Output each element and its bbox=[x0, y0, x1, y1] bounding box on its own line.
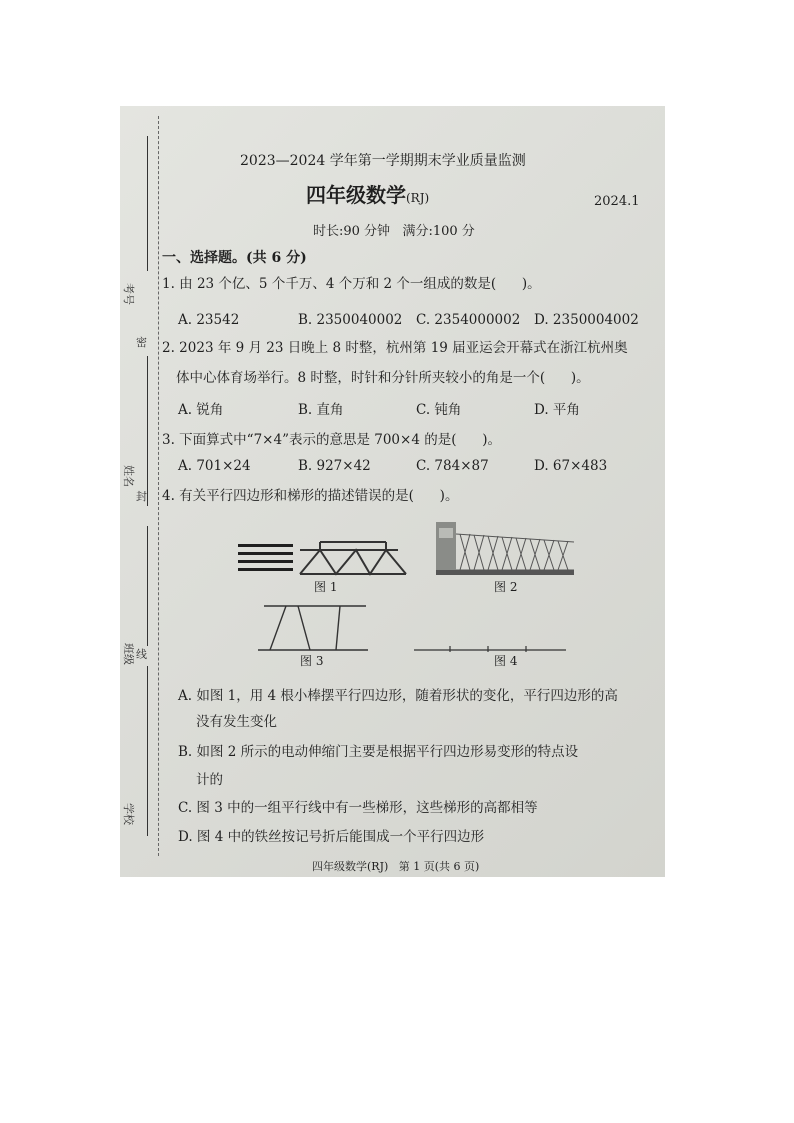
section-heading: 一、选择题。(共 6 分) bbox=[162, 250, 307, 266]
figure-4-illustration bbox=[412, 642, 568, 654]
sticks-icon bbox=[238, 544, 293, 571]
q1-option-c: C. 2354000002 bbox=[416, 312, 521, 328]
gate-lattice-icon bbox=[456, 534, 574, 570]
exam-page-photo bbox=[120, 106, 665, 877]
q2-option-a: A. 锐角 bbox=[178, 402, 224, 418]
cut-line bbox=[158, 116, 159, 856]
truss-icon bbox=[300, 542, 406, 574]
binding-line bbox=[147, 666, 148, 836]
page-footer: 四年级数学(RJ) 第 1 页(共 6 页) bbox=[312, 860, 480, 873]
figure-1-illustration bbox=[238, 530, 408, 580]
q4-option-b-line-2: 计的 bbox=[196, 772, 223, 788]
figure-3-caption: 图 3 bbox=[300, 654, 324, 668]
q4-option-c: C. 图 3 中的一组平行线中有一些梯形，这些梯形的高都相等 bbox=[178, 800, 538, 816]
question-2-line-2: 体中心体育场举行。8 时整，时针和分针所夹较小的角是一个( )。 bbox=[176, 370, 590, 386]
page-title bbox=[306, 179, 429, 208]
q1-option-d: D. 2350004002 bbox=[534, 312, 639, 328]
q3-option-b: B. 927×42 bbox=[298, 458, 371, 474]
q1-option-b: B. 2350040002 bbox=[298, 312, 403, 328]
name-label: 姓名 bbox=[122, 465, 135, 487]
title-suffix: (RJ) bbox=[406, 191, 430, 205]
q2-option-c: C. 钝角 bbox=[416, 402, 462, 418]
binding-line bbox=[147, 356, 148, 506]
q4-option-a-line-1: A. 如图 1，用 4 根小棒摆平行四边形，随着形状的变化，平行四边形的高 bbox=[178, 688, 618, 704]
question-4: 4. 有关平行四边形和梯形的描述错误的是( )。 bbox=[162, 488, 459, 504]
school-label: 学校 bbox=[122, 803, 135, 825]
binding-line bbox=[147, 136, 148, 271]
q4-option-d: D. 图 4 中的铁丝按记号折后能围成一个平行四边形 bbox=[178, 829, 485, 845]
exam-subtitle: 2023—2024 学年第一学期期末学业质量监测 bbox=[240, 153, 526, 169]
q2-option-b: B. 直角 bbox=[298, 402, 344, 418]
figure-2-caption: 图 2 bbox=[494, 580, 518, 594]
q3-option-d: D. 67×483 bbox=[534, 458, 608, 474]
question-3: 3. 下面算式中“7×4”表示的意思是 700×4 的是( )。 bbox=[162, 432, 501, 448]
question-2-line-1: 2. 2023 年 9 月 23 日晚上 8 时整，杭州第 19 届亚运会开幕式在浙江杭州奥 bbox=[162, 340, 628, 356]
q1-option-a: A. 23542 bbox=[178, 312, 240, 328]
figure-2-illustration bbox=[436, 520, 576, 576]
exam-date: 2024.1 bbox=[594, 194, 640, 209]
binding-line bbox=[147, 526, 148, 646]
seal-char-feng: 封 bbox=[136, 490, 147, 503]
q4-option-b-line-1: B. 如图 2 所示的电动伸缩门主要是根据平行四边形易变形的特点设 bbox=[178, 744, 579, 760]
exam-number-label: 考号 bbox=[122, 283, 135, 305]
time-info: 时长:90 分钟 满分:100 分 bbox=[313, 224, 475, 239]
seal-char-xian: 线 bbox=[136, 648, 147, 661]
q3-option-a: A. 701×24 bbox=[178, 458, 251, 474]
q2-option-d: D. 平角 bbox=[534, 402, 580, 418]
title-text: 四年级数学 bbox=[306, 183, 406, 207]
figure-4-caption: 图 4 bbox=[494, 654, 518, 668]
q4-option-a-line-2: 没有发生变化 bbox=[196, 714, 277, 730]
class-label: 班级 bbox=[122, 643, 135, 665]
seal-char-mi: 密 bbox=[136, 336, 147, 349]
figure-3-illustration bbox=[258, 600, 370, 654]
q3-option-c: C. 784×87 bbox=[416, 458, 489, 474]
question-1: 1. 由 23 个亿、5 个千万、4 个万和 2 个一组成的数是( )。 bbox=[162, 276, 541, 292]
figure-1-caption: 图 1 bbox=[314, 580, 338, 594]
